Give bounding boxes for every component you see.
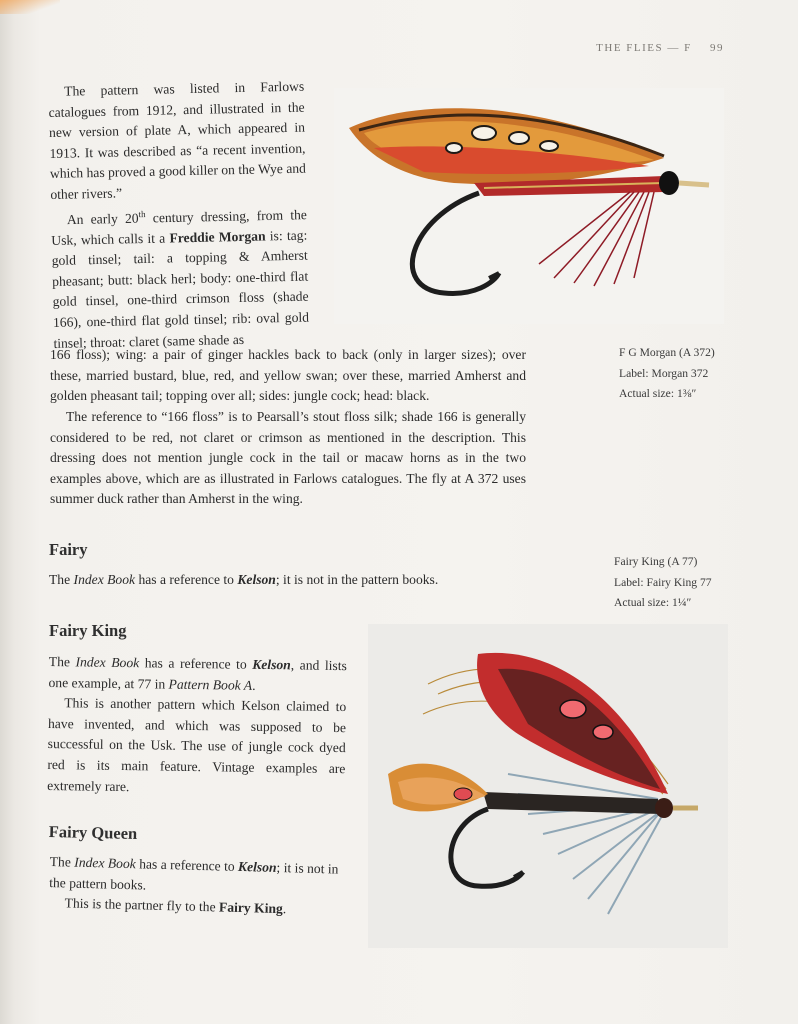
fly-photo-fairy-king [368,624,728,948]
caption-fairy-king-label: Label: Fairy King 77 [614,575,712,589]
fly-photo-morgan [334,88,724,324]
caption-morgan-title: F G Morgan (A 372) [619,346,715,359]
caption-fairy-king [614,552,712,614]
intro-paragraph-2: 166 floss); wing: a pair of ginger hackles back to back (only in larger sizes); over these, married bustard, blue, red, and yellow swan; over these, married Amherst and golden pheasant tail; topping over all; sides: jungle cock; head: black. [50,347,526,404]
caption-morgan-size: Actual size: 1⅜″ [619,387,697,400]
heading-fairy-queen: Fairy Queen [48,822,138,844]
caption-fairy-king-size: Actual size: 1¼″ [614,596,692,609]
page-number: 99 [710,42,724,54]
caption-fairy-king-title: Fairy King (A 77) [614,555,698,568]
page-corner [0,0,60,14]
fairy-queen-text: The Index Book has a reference to Kelson; it is not in the pattern books. This is the partner fly to the Fairy King. [49,853,339,917]
intro-paragraph-1: The pattern was listed in Farlows catalogues from 1912, and illustrated in the new version of plate A, which appeared in 1913. It was described as “a recent invention, which has proved a good killer on the Wye and other rivers.” An early 20th century dressing, from the Usk, which calls it a Freddie Morgan is: tag: gold tinsel; tail: a topping & Amherst pheasant; butt: black herl; body: one-third flat gold tinsel, one-third crimson floss (shade 166), one-third flat gold tinsel; rib: oval gold tinsel; throat: claret (same shade as [48,78,310,351]
caption-morgan [619,343,715,405]
running-head-section: THE FLIES — F [596,42,692,54]
intro-paragraph-3: The reference to “166 floss” is to Pearsall’s stout floss silk; shade 166 is generally considered to be red, not claret or crimson as mentioned in the description. This dressing does not mention jungle cock in the tail or macaw horns as in the two examples above, which are as illustrated in Farlows catalogues. The fly at A 372 uses summer duck rather than Amherst in the wing. [50,409,526,507]
caption-morgan-label: Label: Morgan 372 [619,366,709,380]
heading-fairy-king: Fairy King [49,621,127,640]
fairy-king-text: The Index Book has a reference to Kelson, and lists one example, at 77 in Pattern Book A. This is another pattern which Kelson claimed to have invented, and which was supposed to be successful on the Usk. The use of jungle cock dyed red is its main feature. Vintage examples are extremely rare. [47,653,347,794]
fairy-text: The Index Book has a reference to Kelson; it is not in the pattern books. [49,572,439,587]
heading-fairy: Fairy [49,540,88,559]
running-head [582,42,724,54]
